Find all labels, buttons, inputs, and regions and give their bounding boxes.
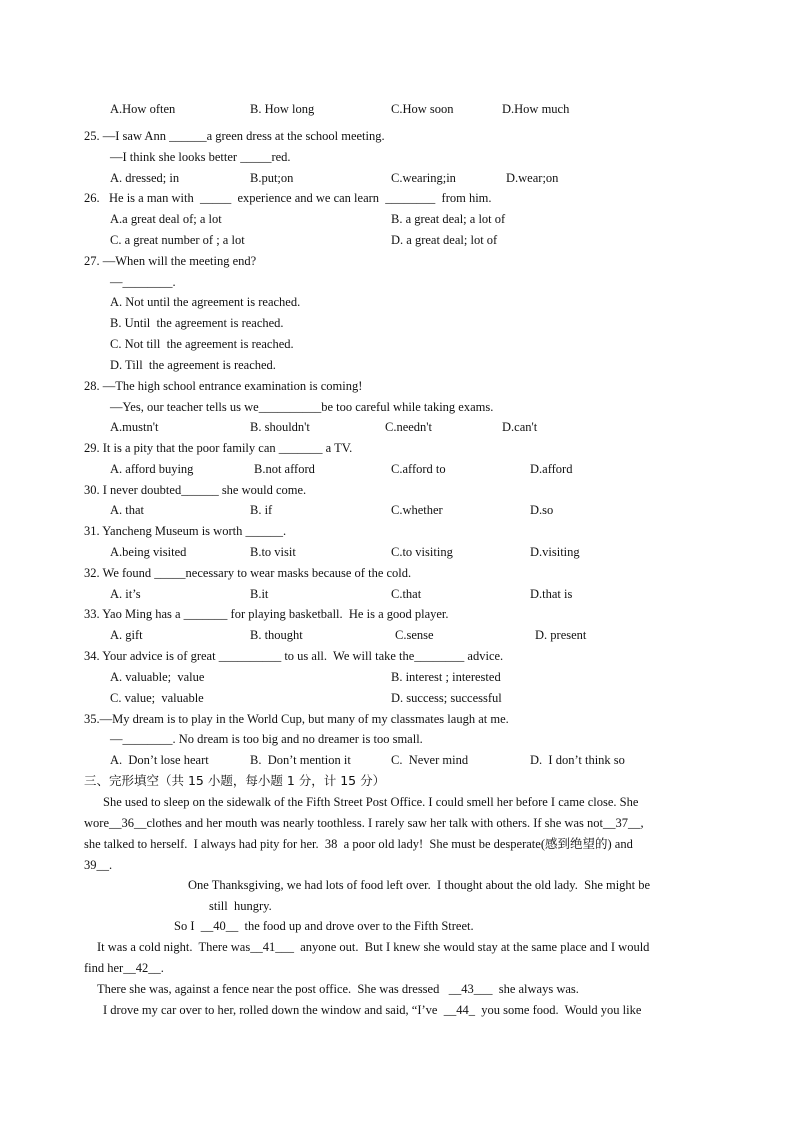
q26-option-b: B. a great deal; a lot of bbox=[391, 212, 506, 226]
passage-line: It was a cold night. There was__41___ anyone out. But I knew she would stay at the same place and I would bbox=[97, 940, 650, 954]
passage-line: So I __40__ the food up and drove over to the Fifth Street. bbox=[174, 919, 474, 933]
q27-option-a: A. Not until the agreement is reached. bbox=[110, 295, 301, 309]
passage-line: One Thanksgiving, we had lots of food left over. I thought about the old lady. She might be bbox=[188, 878, 651, 892]
question-33-stem: 33. Yao Ming has a _______ for playing basketball. He is a good player. bbox=[84, 607, 449, 621]
q30-option-b: B. if bbox=[250, 503, 273, 517]
q34-option-b: B. interest ; interested bbox=[391, 670, 501, 684]
passage-line: she talked to herself. I always had pity for her. 38 a poor old lady! She must be desperate(感到绝望的) and bbox=[84, 837, 633, 851]
option-a: A.How often bbox=[110, 102, 176, 116]
q31-option-d: D.visiting bbox=[530, 545, 580, 559]
q29-option-b: B.not afford bbox=[254, 462, 315, 476]
q30-option-d: D.so bbox=[530, 503, 554, 517]
q34-option-a: A. valuable; value bbox=[110, 670, 205, 684]
q26-option-c: C. a great number of ; a lot bbox=[110, 233, 245, 247]
question-27-stem: 27. —When will the meeting end? bbox=[84, 254, 257, 268]
passage-line: She used to sleep on the sidewalk of the Fifth Street Post Office. I could smell her before I came close. She bbox=[103, 795, 639, 809]
option-b: B. How long bbox=[250, 102, 315, 116]
q25-option-c: C.wearing;in bbox=[391, 171, 456, 185]
option-d: D.How much bbox=[502, 102, 570, 116]
question-31-stem: 31. Yancheng Museum is worth ______. bbox=[84, 524, 287, 538]
q35-option-b: B. Don’t mention it bbox=[250, 753, 351, 767]
q25-option-d: D.wear;on bbox=[506, 171, 559, 185]
passage-line: 39__. bbox=[84, 858, 113, 872]
q28-option-d: D.can't bbox=[502, 420, 538, 434]
q26-option-d: D. a great deal; lot of bbox=[391, 233, 498, 247]
q25-option-b: B.put;on bbox=[250, 171, 294, 185]
question-35-stem: 35.—My dream is to play in the World Cup, but many of my classmates laugh at me. bbox=[84, 712, 509, 726]
option-c: C.How soon bbox=[391, 102, 454, 116]
q29-option-d: D.afford bbox=[530, 462, 573, 476]
q34-option-c: C. value; valuable bbox=[110, 691, 204, 705]
q32-option-c: C.that bbox=[391, 587, 422, 601]
passage-line: find her__42__. bbox=[84, 961, 164, 975]
question-29-stem: 29. It is a pity that the poor family can _______ a TV. bbox=[84, 441, 353, 455]
q28-option-b: B. shouldn't bbox=[250, 420, 310, 434]
q28-option-c: C.needn't bbox=[385, 420, 433, 434]
question-27-line2: —________. bbox=[110, 275, 176, 289]
question-25-line2: —I think she looks better _____red. bbox=[110, 150, 291, 164]
section-heading: 三、完形填空（共 15 小题，每小题 1 分，计 15 分） bbox=[84, 773, 386, 788]
q31-option-c: C.to visiting bbox=[391, 545, 453, 559]
q26-option-a: A.a great deal of; a lot bbox=[110, 212, 222, 226]
q33-option-d: D. present bbox=[535, 628, 587, 642]
q29-option-a: A. afford buying bbox=[110, 462, 194, 476]
q31-option-a: A.being visited bbox=[110, 545, 187, 559]
question-28-stem: 28. —The high school entrance examination is coming! bbox=[84, 379, 363, 393]
q33-option-c: C.sense bbox=[395, 628, 434, 642]
passage-line: still hungry. bbox=[209, 899, 272, 913]
q29-option-c: C.afford to bbox=[391, 462, 446, 476]
q27-option-b: B. Until the agreement is reached. bbox=[110, 316, 284, 330]
q32-option-d: D.that is bbox=[530, 587, 573, 601]
q35-option-d: D. I don’t think so bbox=[530, 753, 625, 767]
q30-option-a: A. that bbox=[110, 503, 145, 517]
question-35-line2: —________. No dream is too big and no dreamer is too small. bbox=[110, 732, 423, 746]
question-30-stem: 30. I never doubted______ she would come. bbox=[84, 483, 307, 497]
q33-option-a: A. gift bbox=[110, 628, 143, 642]
question-25-stem: 25. —I saw Ann ______a green dress at the school meeting. bbox=[84, 129, 385, 143]
q32-option-b: B.it bbox=[250, 587, 269, 601]
question-28-line2: —Yes, our teacher tells us we__________be too careful while taking exams. bbox=[110, 400, 494, 414]
q33-option-b: B. thought bbox=[250, 628, 303, 642]
q27-option-c: C. Not till the agreement is reached. bbox=[110, 337, 294, 351]
q35-option-c: C. Never mind bbox=[391, 753, 469, 767]
q32-option-a: A. it’s bbox=[110, 587, 141, 601]
q27-option-d: D. Till the agreement is reached. bbox=[110, 358, 276, 372]
q28-option-a: A.mustn't bbox=[110, 420, 159, 434]
q30-option-c: C.whether bbox=[391, 503, 443, 517]
passage-line: wore__36__clothes and her mouth was nearly toothless. I rarely saw her talk with others. If she was not__37__, bbox=[84, 816, 644, 830]
q31-option-b: B.to visit bbox=[250, 545, 296, 559]
q25-option-a: A. dressed; in bbox=[110, 171, 180, 185]
question-32-stem: 32. We found _____necessary to wear masks because of the cold. bbox=[84, 566, 412, 580]
passage-line: I drove my car over to her, rolled down the window and said, “I’ve __44_ you some food. Would you like bbox=[103, 1003, 642, 1017]
q34-option-d: D. success; successful bbox=[391, 691, 502, 705]
q35-option-a: A. Don’t lose heart bbox=[110, 753, 209, 767]
question-34-stem: 34. Your advice is of great __________ to us all. We will take the________ advice. bbox=[84, 649, 504, 663]
question-26-stem: 26. He is a man with _____ experience and we can learn ________ from him. bbox=[84, 191, 492, 205]
passage-line: There she was, against a fence near the post office. She was dressed __43___ she always was. bbox=[97, 982, 579, 996]
